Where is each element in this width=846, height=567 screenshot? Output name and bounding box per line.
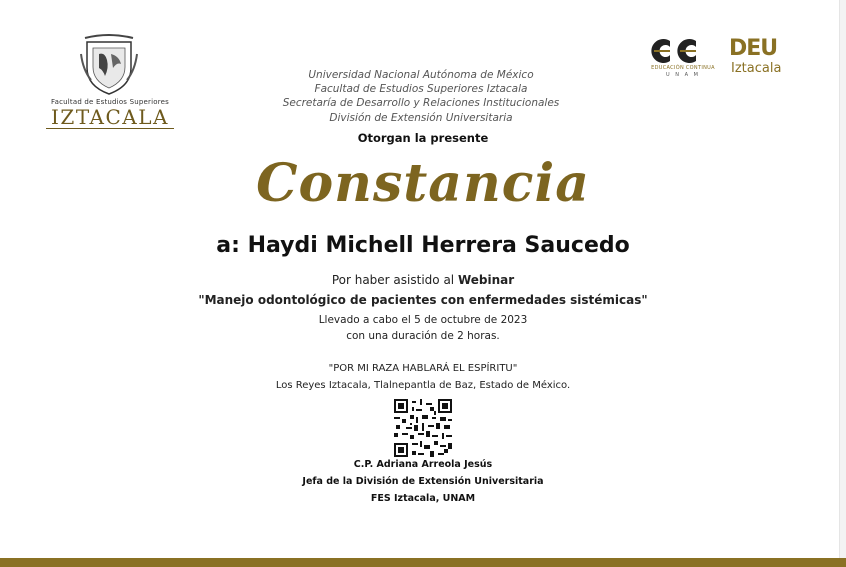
- ec-symbol-icon: [646, 37, 720, 65]
- signatory-name: C.P. Adriana Arreola Jesús: [353, 459, 493, 470]
- event-date: Llevado a cabo el 5 de octubre de 2023: [318, 314, 528, 326]
- reason-prefix: Por haber asistido al: [331, 273, 458, 287]
- header-line-unam: Universidad Nacional Autónoma de México: [308, 69, 534, 81]
- event-type: Webinar: [457, 273, 515, 287]
- university-motto: "POR MI RAZA HABLARÁ EL ESPÍRITU": [328, 363, 518, 374]
- event-title: "Manejo odontológico de pacientes con enfermedades sistémicas": [198, 293, 648, 307]
- deu-subtitle: Iztacala: [731, 61, 782, 76]
- header-line-secretaria: Secretaría de Desarrollo y Relaciones Institucionales: [282, 97, 560, 110]
- grant-text: Otorgan la presente: [357, 131, 489, 145]
- deu-iztacala-logo: [729, 37, 799, 81]
- header-line-division: División de Extensión Universitaria: [329, 111, 513, 124]
- signatory-role: Jefa de la División de Extensión Universitaria: [302, 476, 544, 487]
- unam-iztacala-logo: [46, 34, 174, 130]
- header-line-fes: Facultad de Estudios Superiores Iztacala: [314, 83, 528, 96]
- deu-logotype: DEU: [729, 36, 778, 61]
- page-edge: [839, 0, 846, 567]
- recipient-name: a: Haydi Michell Herrera Saucedo: [216, 233, 630, 258]
- unam-shield-icon: [79, 34, 139, 96]
- certificate-title: Constancia: [256, 153, 590, 214]
- institution-header: [231, 68, 611, 125]
- educacion-continua-logo: [646, 37, 720, 81]
- ec-caption: EDUCACIÓN CONTINUA: [651, 65, 715, 71]
- attendance-reason: [163, 273, 683, 287]
- ec-unam-caption: U N A M: [666, 72, 700, 78]
- fes-caption: Facultad de Estudios Superiores: [51, 98, 169, 106]
- iztacala-logotype: IZTACALA: [46, 106, 174, 129]
- event-duration: con una duración de 2 horas.: [346, 330, 500, 342]
- qr-code[interactable]: [394, 399, 452, 457]
- gold-bottom-border: [0, 558, 846, 567]
- signatory-institution: FES Iztacala, UNAM: [370, 493, 476, 504]
- location-line: Los Reyes Iztacala, Tlalnepantla de Baz, Estado de México.: [275, 380, 571, 391]
